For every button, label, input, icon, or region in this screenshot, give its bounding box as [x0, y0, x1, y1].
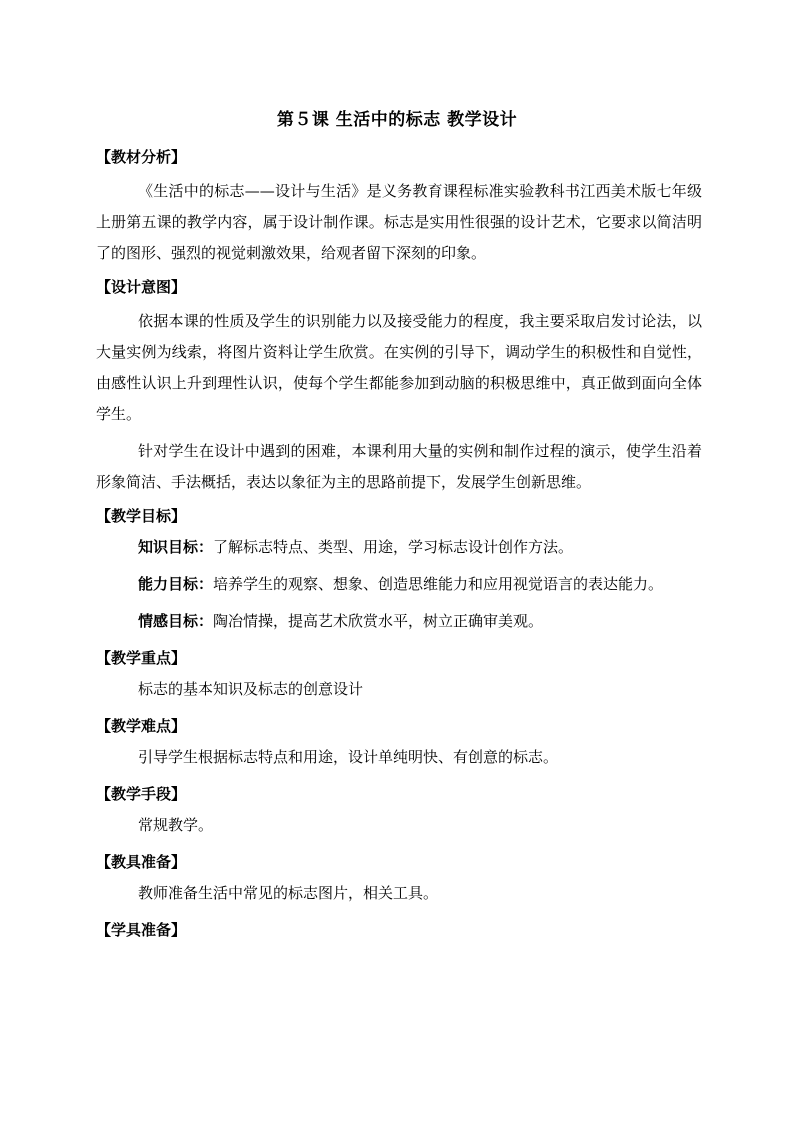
teacher-prep-text: 教师准备生活中常见的标志图片，相关工具。 — [138, 884, 439, 902]
heading-teacher-prep: 【教具准备】 — [96, 853, 187, 871]
goal-knowledge — [96, 535, 702, 559]
methods-text: 常规教学。 — [138, 816, 214, 834]
goal-knowledge-label: 知识目标： — [138, 538, 214, 556]
paragraph-design-intent-1: 依据本课的性质及学生的识别能力以及接受能力的程度，我主要采取启发讨论法，以大量实例为线索，将图片资料让学生欣赏。在实例的引导下，调动学生的积极性和自觉性，由感性认识上升到理性认识，使每个学生都能参加到动脑的积极思维中，真正做到面向全体学生。 — [96, 312, 702, 423]
goal-emotion-label: 情感目标： — [138, 612, 214, 630]
document-body — [96, 145, 702, 949]
heading-student-prep: 【学具准备】 — [96, 921, 187, 939]
heading-teaching-goals: 【教学目标】 — [96, 507, 187, 525]
heading-methods: 【教学手段】 — [96, 785, 187, 803]
difficulties-text: 引导学生根据标志特点和用途，设计单纯明快、有创意的标志。 — [138, 748, 559, 766]
goal-emotion-text: 陶冶情操，提高艺术欣赏水平，树立正确审美观。 — [213, 612, 544, 630]
heading-material-analysis: 【教材分析】 — [96, 148, 187, 166]
document-title: 第５课 生活中的标志 教学设计 — [276, 110, 518, 130]
key-points-text: 标志的基本知识及标志的创意设计 — [138, 680, 364, 698]
goal-ability — [96, 572, 702, 596]
goal-ability-label: 能力目标： — [138, 575, 214, 593]
paragraph-material-analysis: 《生活中的标志——设计与生活》是义务教育课程标准实验教科书江西美术版七年级上册第五课的教学内容，属于设计制作课。标志是实用性很强的设计艺术，它要求以简洁明了的图形、强烈的视觉刺激效果，给观者留下深刻的印象。 — [96, 182, 702, 262]
paragraph-design-intent-2: 针对学生在设计中遇到的困难，本课利用大量的实例和制作过程的演示，使学生沿着形象简洁、手法概括，表达以象征为主的思路前提下，发展学生创新思维。 — [96, 442, 702, 491]
goal-ability-text: 培养学生的观察、想象、创造思维能力和应用视觉语言的表达能力。 — [213, 575, 664, 593]
goal-knowledge-text: 了解标志特点、类型、用途，学习标志设计创作方法。 — [213, 538, 574, 556]
goal-emotion — [96, 609, 702, 633]
heading-key-points: 【教学重点】 — [96, 649, 187, 667]
heading-difficulties: 【教学难点】 — [96, 717, 187, 735]
heading-design-intent: 【设计意图】 — [96, 278, 187, 296]
